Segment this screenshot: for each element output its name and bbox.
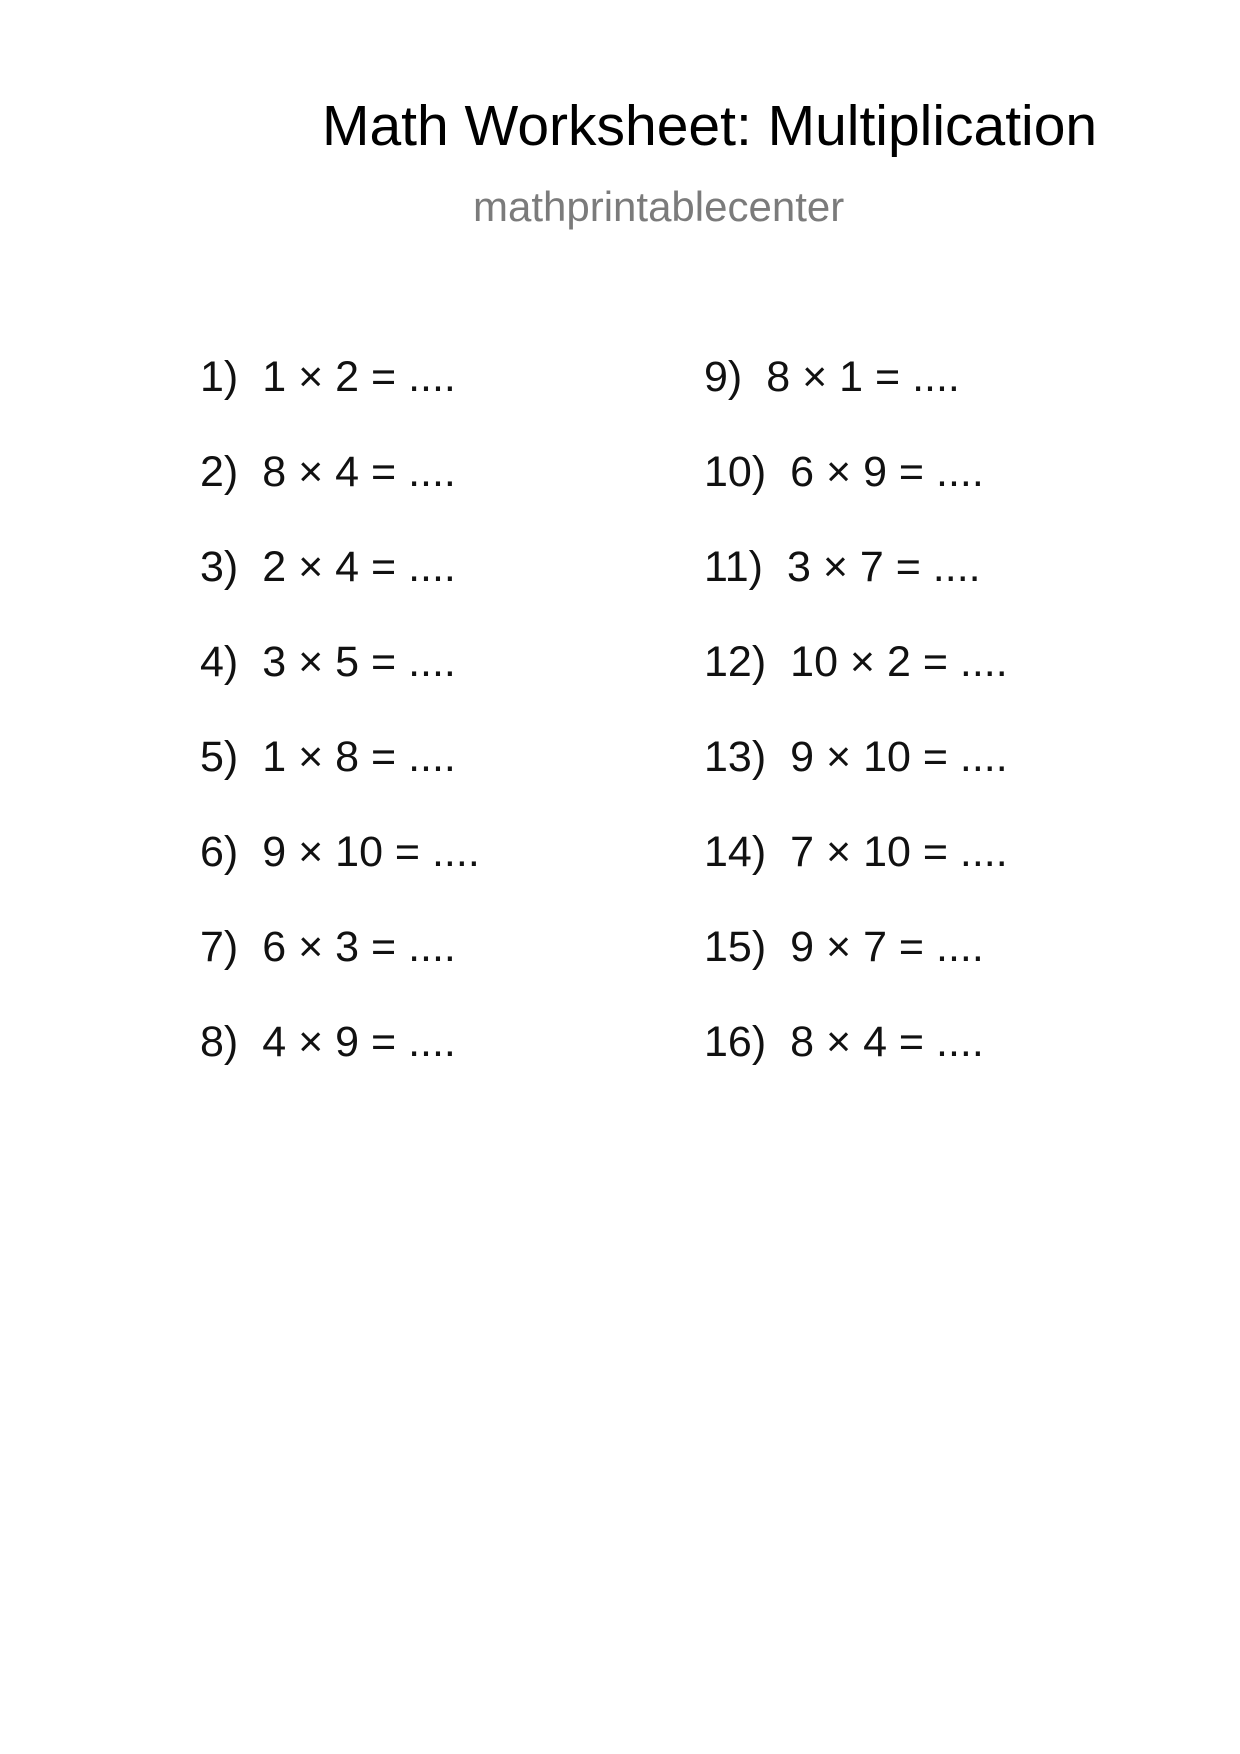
problem-item: [200, 828, 480, 923]
problem-expression: 9 × 10 = ....: [790, 733, 1008, 781]
worksheet-subtitle: mathprintablecenter: [473, 183, 845, 230]
problem-number: 12): [704, 638, 767, 686]
problem-expression: 4 × 9 = ....: [262, 1018, 456, 1066]
problem-number: 10): [704, 448, 767, 496]
problem-expression: 6 × 9 = ....: [790, 448, 984, 496]
problem-item: [200, 1018, 480, 1113]
problem-column-right: [704, 353, 1008, 1113]
problem-item: [704, 353, 1008, 448]
problem-expression: 7 × 10 = ....: [790, 828, 1008, 876]
problem-number: 3): [200, 543, 239, 591]
problem-item: [200, 923, 480, 1018]
problem-number: 8): [200, 1018, 239, 1066]
problem-number: 14): [704, 828, 767, 876]
problem-expression: 1 × 8 = ....: [262, 733, 456, 781]
problem-expression: 10 × 2 = ....: [790, 638, 1008, 686]
problem-number: 16): [704, 1018, 767, 1066]
problem-item: [704, 923, 1008, 1018]
problem-expression: 3 × 5 = ....: [262, 638, 456, 686]
problem-item: [704, 543, 1008, 638]
problem-item: [704, 828, 1008, 923]
problem-number: 7): [200, 923, 239, 971]
problem-column-left: [200, 353, 480, 1113]
problem-expression: 8 × 4 = ....: [262, 448, 456, 496]
problem-item: [200, 638, 480, 733]
problem-number: 15): [704, 923, 767, 971]
problem-number: 5): [200, 733, 239, 781]
problem-number: 4): [200, 638, 239, 686]
problem-expression: 9 × 10 = ....: [262, 828, 480, 876]
problem-expression: 1 × 2 = ....: [262, 353, 456, 401]
problem-number: 2): [200, 448, 239, 496]
problem-number: 1): [200, 353, 239, 401]
problem-item: [200, 448, 480, 543]
problem-item: [704, 1018, 1008, 1113]
problem-expression: 6 × 3 = ....: [262, 923, 456, 971]
problem-item: [704, 638, 1008, 733]
problem-expression: 8 × 1 = ....: [766, 353, 960, 401]
problem-expression: 2 × 4 = ....: [262, 543, 456, 591]
problem-number: 13): [704, 733, 767, 781]
problem-item: [704, 733, 1008, 828]
problem-item: [200, 733, 480, 828]
problem-expression: 9 × 7 = ....: [790, 923, 984, 971]
problem-item: [200, 543, 480, 638]
problem-item: [200, 353, 480, 448]
problem-item: [704, 448, 1008, 543]
problem-number: 11): [704, 543, 763, 591]
problem-expression: 3 × 7 = ....: [786, 543, 981, 591]
worksheet-title: Math Worksheet: Multiplication: [322, 94, 1098, 158]
problem-number: 9): [704, 353, 743, 401]
problem-number: 6): [200, 828, 239, 876]
problem-expression: 8 × 4 = ....: [790, 1018, 984, 1066]
